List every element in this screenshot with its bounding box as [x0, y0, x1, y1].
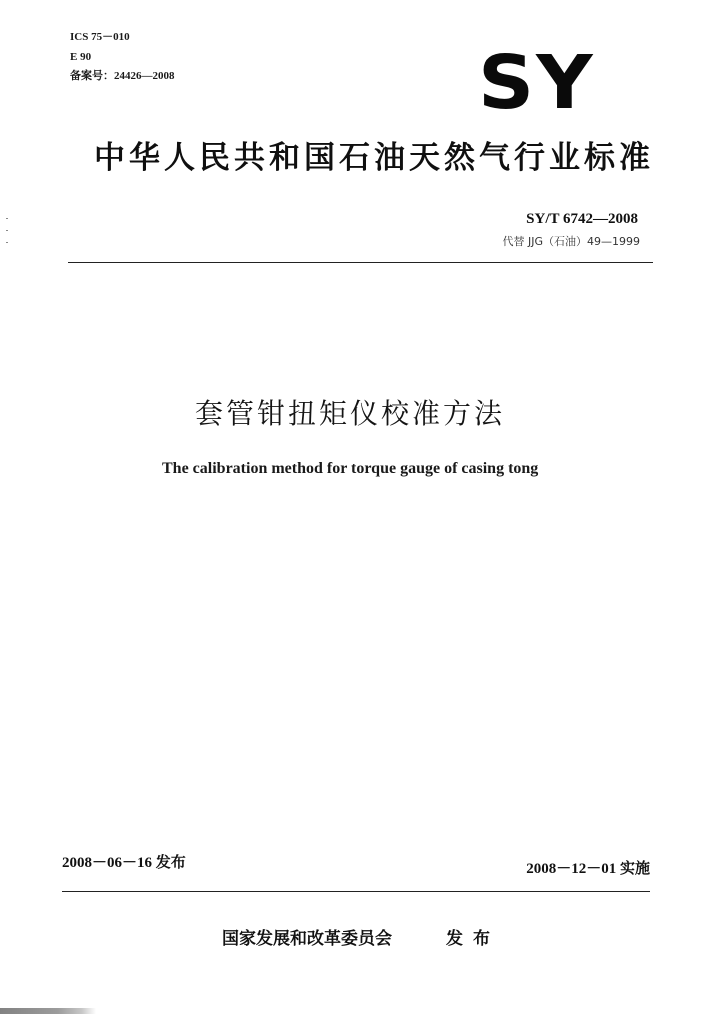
implement-date: 2008－12－01 实施	[526, 861, 650, 877]
standard-code: SY/T 6742—2008	[526, 211, 638, 227]
replaces-note: 代替 JJG（石油）49—1999	[502, 235, 640, 248]
header-divider	[68, 262, 653, 263]
publish-date: 2008－06－16 发布	[62, 855, 186, 871]
ics-code: ICS 75－010	[70, 31, 130, 43]
scan-speck	[6, 242, 8, 243]
footer-divider	[62, 891, 650, 892]
ccs-code: E 90	[70, 51, 92, 63]
issue-label: 发布	[446, 929, 500, 949]
org-title: 中华人民共和国石油天然气行业标准	[94, 140, 654, 176]
scan-speck	[6, 218, 8, 219]
record-number: 备案号：24426—2008	[70, 70, 175, 82]
scan-artifact	[0, 1008, 96, 1014]
document-title-cn: 套管钳扭矩仪校准方法	[195, 397, 506, 430]
sy-logo: SY	[478, 40, 595, 126]
document-title-en: The calibration method for torque gauge of casing tong	[162, 460, 539, 477]
scan-speck	[6, 230, 8, 231]
issuing-authority: 国家发展和改革委员会	[222, 929, 392, 949]
